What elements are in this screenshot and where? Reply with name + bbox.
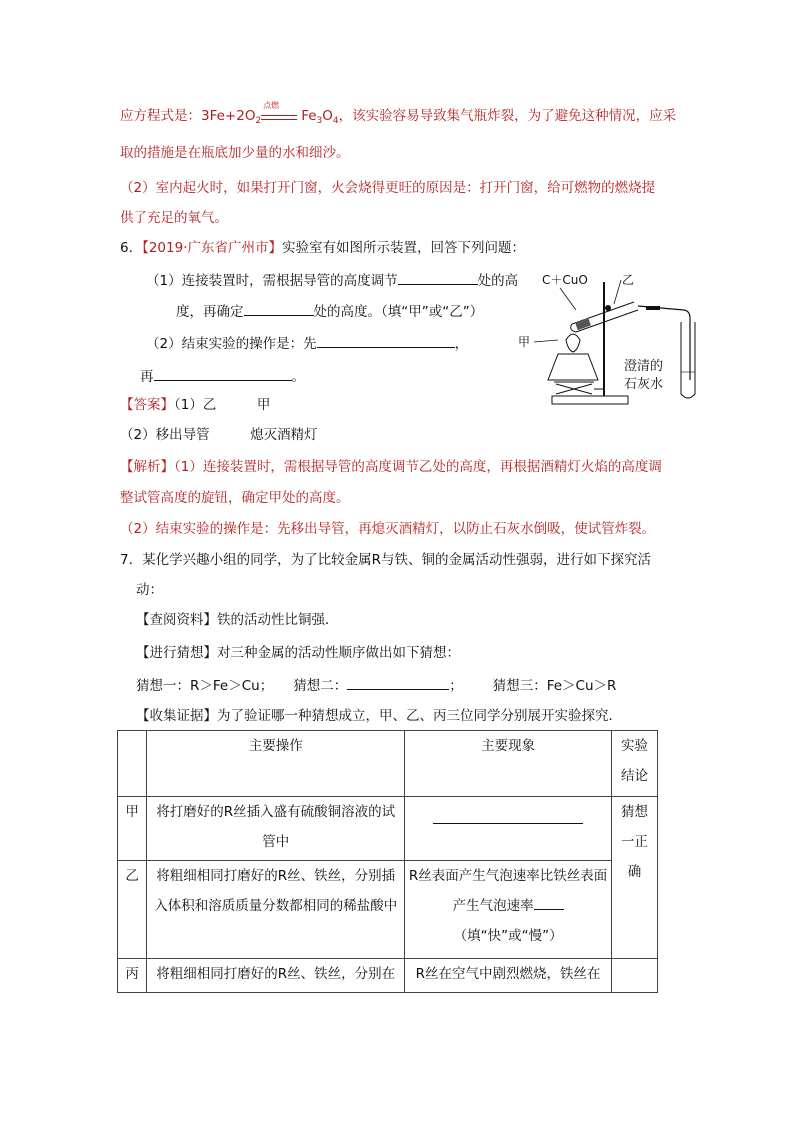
label-c-cuo: C＋CuO: [542, 273, 588, 287]
label-jia: 甲: [518, 335, 531, 349]
answer-blank[interactable]: [317, 333, 455, 348]
question-7-line-3: 【查阅资料】铁的活动性比铜强．: [136, 612, 339, 628]
leader-line: [614, 280, 621, 304]
lift-platform: [554, 382, 604, 394]
leader-line: [534, 340, 558, 342]
answer-blank[interactable]: [398, 270, 478, 285]
text: （1）连接装置时，需根据导管的高度调节: [146, 273, 398, 289]
header-conclusion: 实验结论: [612, 731, 658, 797]
eq-product: O: [322, 108, 333, 124]
row-phenomenon: [405, 797, 612, 861]
analysis-text: （1）连接装置时，需根据导管的高度调节乙处的高度，再根据酒精灯火焰的高度调: [174, 459, 662, 475]
header-operation: 主要操作: [147, 731, 405, 797]
question-6-stem: [120, 238, 525, 258]
row-operation: 将粗细相同打磨好的R丝、铁丝，分别插入体积和溶质质量分数都相同的稀盐酸中: [147, 861, 405, 959]
q6-part1-line1: [146, 270, 518, 291]
leader-line: [560, 288, 576, 310]
answer-blank[interactable]: [244, 301, 314, 316]
text-line: 供了充足的氧气。: [120, 210, 228, 226]
eq-tail: ，该实验容易导致集气瓶炸裂，为了避免这种情况，应采: [338, 108, 677, 124]
text: 处的高: [477, 273, 519, 289]
analysis-line-3: （2）结束实验的操作是：先移出导管，再熄灭酒精灯，以防止石灰水倒吸，使试管炸裂。: [120, 521, 656, 537]
reaction-arrow: [261, 101, 301, 126]
guesses-line: [136, 675, 616, 696]
equation-line: [120, 101, 677, 131]
equals-lines: [261, 115, 297, 120]
q6-part2-line2: [140, 366, 305, 387]
experiment-table: [117, 730, 658, 993]
table-row: [118, 797, 658, 861]
stand-base: [552, 396, 628, 404]
text: ，: [454, 336, 469, 352]
guess-3: 猜想三：Fe＞Cu＞R: [492, 678, 617, 694]
eq-sub: 2: [255, 116, 262, 126]
header-cell-empty: [118, 731, 147, 797]
reaction-condition: 点燃: [263, 101, 280, 110]
row-phenomenon: R丝在空气中剧烈燃烧，铁丝在: [405, 959, 612, 993]
table-row: [118, 959, 658, 993]
clamp: [605, 305, 611, 311]
label-lime-water-2: 石灰水: [624, 377, 664, 392]
alcohol-lamp: [548, 334, 598, 380]
text: 再: [140, 369, 154, 385]
guess-1: 猜想一：R＞Fe＞Cu；: [136, 678, 274, 694]
eq-left: 应方程式是：3Fe+2O: [120, 108, 256, 124]
answer-tag: 【答案】: [120, 397, 174, 413]
q6-part1-line2: [176, 301, 483, 322]
row-person: 丙: [118, 959, 147, 993]
text-line: （2）室内起火时，如果打开门窗，火会烧得更旺的原因是：打开门窗，给可燃物的燃烧提: [120, 180, 656, 196]
phenomenon-hint: （填“快”或“慢”）: [453, 928, 563, 944]
table-row: [118, 861, 658, 959]
analysis-tag: 【解析】: [120, 459, 174, 475]
question-number: 6．: [120, 240, 143, 256]
eq-sub: 3: [316, 116, 323, 126]
question-7-line-5: 【收集证据】为了验证哪一种猜想成立，甲、乙、丙三位同学分别展开实验探究．: [136, 708, 622, 724]
analysis-line-2: 整试管高度的旋钮，确定甲处的高度。: [120, 490, 350, 506]
label-yi: 乙: [622, 273, 635, 287]
question-text: 实验室有如图所示装置，回答下列问题：: [282, 240, 525, 256]
guess-2-label: 猜想二：: [293, 678, 348, 694]
answer-blank[interactable]: [154, 366, 292, 381]
text: ；: [449, 678, 463, 694]
question-7-line-1: 7．某化学兴趣小组的同学，为了比较金属R与铁、铜的金属活动性强弱，进行如下探究活: [120, 552, 651, 568]
row-person: 甲: [118, 797, 147, 861]
answer-blank[interactable]: [534, 895, 564, 910]
eq-sub: 4: [332, 116, 339, 126]
text: 。: [291, 369, 305, 385]
row-operation: 将粗细相同打磨好的R丝、铁丝，分别在: [147, 959, 405, 993]
label-lime-water-1: 澄清的: [624, 359, 664, 374]
table-header-row: [118, 731, 658, 797]
text: 处的高度。（填“甲”或“乙”）: [313, 304, 484, 320]
apparatus-diagram: [518, 262, 708, 410]
rubber-joint: [646, 306, 660, 310]
text-line: 取的措施是在瓶底加少量的水和细沙。: [120, 145, 350, 161]
receiving-test-tube: [681, 322, 695, 398]
text: 度，再确定: [176, 304, 244, 320]
question-7-line-2: 动：: [136, 582, 163, 598]
analysis-line-1: [120, 457, 662, 477]
row-conclusion: 猜想一正确: [612, 797, 658, 959]
question-7-line-4: 【进行猜想】对三种金属的活动性顺序做出如下猜想：: [136, 645, 460, 661]
row-conclusion: [612, 959, 658, 993]
row-phenomenon: [405, 861, 612, 959]
answer-text: （1）乙 甲: [174, 397, 271, 413]
phenomenon-text: R丝表面产生气泡速率比铁丝表面产生气泡速率: [408, 868, 608, 914]
answer-blank[interactable]: [433, 809, 583, 824]
row-person: 乙: [118, 861, 147, 959]
text: （2）结束实验的操作是：先: [146, 336, 317, 352]
answer-line-2: （2）移出导管 熄灭酒精灯: [120, 427, 318, 443]
answer-line-1: [120, 395, 270, 415]
eq-product: Fe: [301, 108, 317, 124]
row-operation: 将打磨好的R丝插入盛有硫酸铜溶液的试管中: [147, 797, 405, 861]
guess-2-blank[interactable]: [347, 675, 449, 690]
question-source: 【2019·广东省广州市】: [142, 240, 282, 256]
q6-part2-line1: [146, 333, 468, 354]
header-phenomenon: 主要现象: [405, 731, 612, 797]
